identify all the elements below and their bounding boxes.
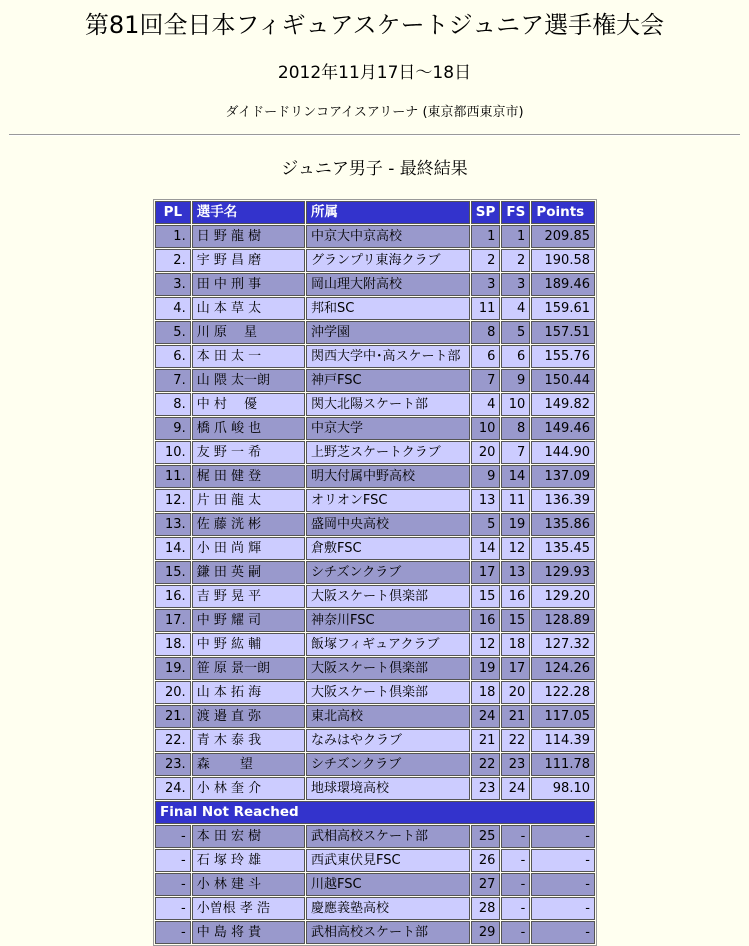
cell-club: 盛岡中央高校 [306,513,470,536]
cell-club: シチズンクラブ [306,561,470,584]
cell-points: 114.39 [531,729,595,752]
cell-skater-name: 青 木 泰 我 [192,729,305,752]
cell-skater-name: 宇 野 昌 磨 [192,249,305,272]
cell-points: 128.89 [531,609,595,632]
table-row [155,657,595,680]
column-header-name: 選手名 [192,201,305,224]
table-row [155,369,595,392]
table-row [155,753,595,776]
cell-placement: 12. [155,489,191,512]
cell-placement: 17. [155,609,191,632]
cell-points: 136.39 [531,489,595,512]
not-reached-body [155,825,595,944]
table-row [155,513,595,536]
table-row [155,249,595,272]
table-row [155,489,595,512]
cell-points: 150.44 [531,369,595,392]
cell-fs-rank: - [501,825,530,848]
cell-fs-rank: 12 [501,537,530,560]
cell-club: 地球環境高校 [306,777,470,800]
cell-club: 西武東伏見FSC [306,849,470,872]
table-row [155,609,595,632]
cell-points: 149.46 [531,417,595,440]
cell-points: - [531,921,595,944]
cell-club: 川越FSC [306,873,470,896]
cell-club: 関西大学中･高スケート部 [306,345,470,368]
cell-sp-rank: 27 [471,873,501,896]
table-row [155,681,595,704]
cell-placement: 10. [155,441,191,464]
cell-fs-rank: - [501,873,530,896]
cell-sp-rank: 23 [471,777,501,800]
cell-points: 129.93 [531,561,595,584]
cell-fs-rank: 9 [501,369,530,392]
table-row [155,273,595,296]
table-row [155,297,595,320]
cell-club: 神戸FSC [306,369,470,392]
cell-skater-name: 山 本 拓 海 [192,681,305,704]
cell-sp-rank: 8 [471,321,501,344]
cell-fs-rank: 15 [501,609,530,632]
cell-fs-rank: 22 [501,729,530,752]
cell-fs-rank: 23 [501,753,530,776]
cell-placement: 9. [155,417,191,440]
cell-points: 127.32 [531,633,595,656]
column-header-fs: FS [501,201,530,224]
cell-fs-rank: 24 [501,777,530,800]
cell-placement: 13. [155,513,191,536]
cell-fs-rank: 13 [501,561,530,584]
cell-points: 157.51 [531,321,595,344]
table-row [155,537,595,560]
cell-fs-rank: 19 [501,513,530,536]
cell-fs-rank: 6 [501,345,530,368]
cell-skater-name: 中 野 耀 司 [192,609,305,632]
cell-points: 124.26 [531,657,595,680]
cell-skater-name: 小曽根 孝 浩 [192,897,305,920]
cell-skater-name: 日 野 龍 樹 [192,225,305,248]
cell-points: - [531,825,595,848]
cell-club: 大阪スケート倶楽部 [306,657,470,680]
cell-skater-name: 田 中 刑 事 [192,273,305,296]
cell-club: グランプリ東海クラブ [306,249,470,272]
cell-placement: 11. [155,465,191,488]
table-row [155,393,595,416]
cell-fs-rank: 20 [501,681,530,704]
cell-club: 上野芝スケートクラブ [306,441,470,464]
event-venue: ダイドードリンコアイスアリーナ (東京都西東京市) [225,105,524,120]
cell-sp-rank: 15 [471,585,501,608]
cell-points: 111.78 [531,753,595,776]
cell-placement: 3. [155,273,191,296]
cell-fs-rank: 7 [501,441,530,464]
cell-club: オリオンFSC [306,489,470,512]
cell-points: 149.82 [531,393,595,416]
cell-skater-name: 中 島 将 貴 [192,921,305,944]
results-body [155,225,595,800]
cell-placement: 15. [155,561,191,584]
cell-club: 東北高校 [306,705,470,728]
cell-sp-rank: 5 [471,513,501,536]
cell-club: 大阪スケート倶楽部 [306,585,470,608]
cell-sp-rank: 4 [471,393,501,416]
cell-club: 大阪スケート倶楽部 [306,681,470,704]
cell-sp-rank: 10 [471,417,501,440]
cell-club: 武相高校スケート部 [306,825,470,848]
cell-skater-name: 佐 藤 洸 彬 [192,513,305,536]
cell-skater-name: 山 隈 太一朗 [192,369,305,392]
page-title: 第81回全日本フィギュアスケートジュニア選手権大会 [84,11,665,39]
cell-placement: 18. [155,633,191,656]
cell-skater-name: 中 村 優 [192,393,305,416]
cell-skater-name: 片 田 龍 太 [192,489,305,512]
cell-skater-name: 笹 原 景一朗 [192,657,305,680]
column-header-pl: PL [155,201,191,224]
table-header-row [155,201,595,224]
section-label: Final Not Reached [155,801,595,824]
divider [9,134,740,136]
cell-placement: - [155,873,191,896]
table-row [155,441,595,464]
cell-placement: 23. [155,753,191,776]
not-reached-section [155,801,595,824]
cell-sp-rank: 18 [471,681,501,704]
event-date: 2012年11月17日～18日 [277,63,472,83]
column-header-points: Points [531,201,595,224]
column-header-club: 所属 [306,201,470,224]
cell-sp-rank: 21 [471,729,501,752]
cell-fs-rank: - [501,849,530,872]
cell-fs-rank: 4 [501,297,530,320]
section-header-row [155,801,595,824]
cell-placement: 22. [155,729,191,752]
cell-fs-rank: 21 [501,705,530,728]
cell-sp-rank: 16 [471,609,501,632]
cell-club: 飯塚フィギュアクラブ [306,633,470,656]
cell-placement: 6. [155,345,191,368]
cell-skater-name: 吉 野 晃 平 [192,585,305,608]
cell-skater-name: 小 田 尚 輝 [192,537,305,560]
cell-sp-rank: 11 [471,297,501,320]
table-row [155,225,595,248]
cell-club: 岡山理大附高校 [306,273,470,296]
cell-sp-rank: 1 [471,225,501,248]
cell-sp-rank: 25 [471,825,501,848]
cell-placement: 16. [155,585,191,608]
table-row [155,345,595,368]
cell-fs-rank: 1 [501,225,530,248]
cell-placement: 1. [155,225,191,248]
cell-placement: 7. [155,369,191,392]
cell-club: 神奈川FSC [306,609,470,632]
cell-skater-name: 渡 邉 直 弥 [192,705,305,728]
cell-sp-rank: 22 [471,753,501,776]
cell-fs-rank: 17 [501,657,530,680]
cell-club: 中京大中京高校 [306,225,470,248]
cell-points: 135.45 [531,537,595,560]
results-subtitle: ジュニア男子 - 最終結果 [281,159,468,179]
cell-skater-name: 川 原 星 [192,321,305,344]
column-header-sp: SP [471,201,501,224]
table-row [155,465,595,488]
cell-fs-rank: 14 [501,465,530,488]
cell-club: 関大北陽スケート部 [306,393,470,416]
cell-placement: 24. [155,777,191,800]
cell-club: 武相高校スケート部 [306,921,470,944]
cell-sp-rank: 24 [471,705,501,728]
table-row [155,825,595,848]
cell-points: 135.86 [531,513,595,536]
cell-skater-name: 石 塚 玲 雄 [192,849,305,872]
table-row [155,897,595,920]
cell-club: 明大付属中野高校 [306,465,470,488]
cell-club: 中京大学 [306,417,470,440]
cell-fs-rank: - [501,921,530,944]
table-row [155,705,595,728]
cell-sp-rank: 6 [471,345,501,368]
cell-sp-rank: 28 [471,897,501,920]
cell-points: 209.85 [531,225,595,248]
table-row [155,921,595,944]
cell-club: シチズンクラブ [306,753,470,776]
cell-placement: 21. [155,705,191,728]
cell-fs-rank: 2 [501,249,530,272]
cell-club: 邦和SC [306,297,470,320]
table-row [155,561,595,584]
cell-points: - [531,849,595,872]
cell-sp-rank: 29 [471,921,501,944]
cell-sp-rank: 19 [471,657,501,680]
cell-points: 190.58 [531,249,595,272]
cell-sp-rank: 14 [471,537,501,560]
cell-sp-rank: 2 [471,249,501,272]
cell-sp-rank: 17 [471,561,501,584]
cell-sp-rank: 20 [471,441,501,464]
cell-points: 129.20 [531,585,595,608]
cell-placement: 19. [155,657,191,680]
table-row [155,633,595,656]
cell-fs-rank: 8 [501,417,530,440]
cell-sp-rank: 12 [471,633,501,656]
table-row [155,417,595,440]
cell-skater-name: 橋 爪 峻 也 [192,417,305,440]
table-row [155,777,595,800]
cell-placement: 4. [155,297,191,320]
cell-points: - [531,897,595,920]
cell-points: 137.09 [531,465,595,488]
cell-skater-name: 鎌 田 英 嗣 [192,561,305,584]
cell-points: 189.46 [531,273,595,296]
cell-skater-name: 梶 田 健 登 [192,465,305,488]
cell-points: - [531,873,595,896]
cell-sp-rank: 7 [471,369,501,392]
cell-placement: 8. [155,393,191,416]
cell-skater-name: 小 林 奎 介 [192,777,305,800]
cell-fs-rank: 10 [501,393,530,416]
cell-sp-rank: 3 [471,273,501,296]
cell-placement: - [155,825,191,848]
cell-placement: 20. [155,681,191,704]
table-row [155,849,595,872]
cell-placement: 2. [155,249,191,272]
cell-club: 慶應義塾高校 [306,897,470,920]
cell-skater-name: 森 望 [192,753,305,776]
cell-fs-rank: - [501,897,530,920]
cell-placement: - [155,897,191,920]
table-row [155,321,595,344]
cell-points: 159.61 [531,297,595,320]
cell-skater-name: 本 田 宏 樹 [192,825,305,848]
cell-skater-name: 本 田 太 一 [192,345,305,368]
table-row [155,729,595,752]
table-row [155,585,595,608]
cell-sp-rank: 9 [471,465,501,488]
cell-skater-name: 小 林 建 斗 [192,873,305,896]
cell-points: 144.90 [531,441,595,464]
cell-points: 155.76 [531,345,595,368]
cell-sp-rank: 13 [471,489,501,512]
cell-fs-rank: 18 [501,633,530,656]
cell-points: 122.28 [531,681,595,704]
cell-points: 98.10 [531,777,595,800]
cell-placement: 14. [155,537,191,560]
cell-club: 倉敷FSC [306,537,470,560]
cell-fs-rank: 5 [501,321,530,344]
cell-club: 沖学園 [306,321,470,344]
cell-sp-rank: 26 [471,849,501,872]
cell-placement: - [155,849,191,872]
cell-skater-name: 友 野 一 希 [192,441,305,464]
cell-placement: 5. [155,321,191,344]
cell-club: なみはやクラブ [306,729,470,752]
cell-fs-rank: 3 [501,273,530,296]
results-table [153,199,597,946]
table-row [155,873,595,896]
cell-points: 117.05 [531,705,595,728]
cell-skater-name: 中 野 紘 輔 [192,633,305,656]
cell-fs-rank: 11 [501,489,530,512]
cell-fs-rank: 16 [501,585,530,608]
cell-skater-name: 山 本 草 太 [192,297,305,320]
cell-placement: - [155,921,191,944]
